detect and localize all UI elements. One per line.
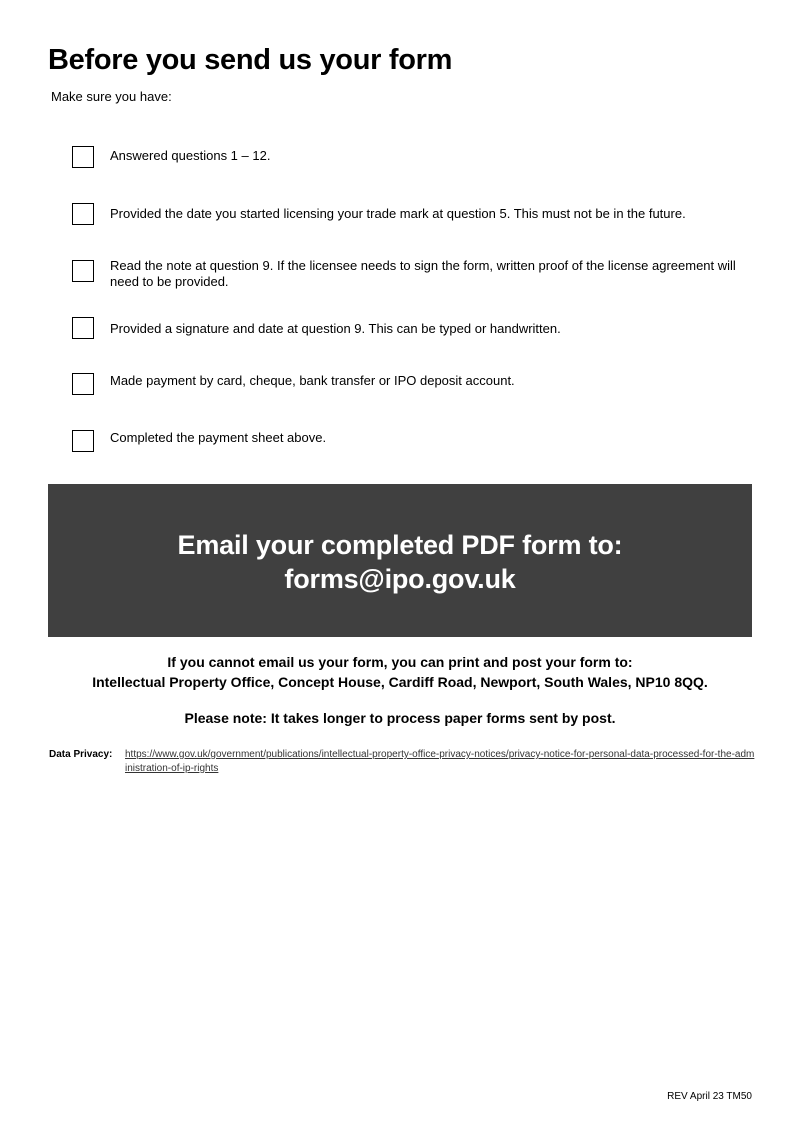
checkbox[interactable] xyxy=(72,146,94,168)
page-title: Before you send us your form xyxy=(48,44,453,76)
checklist-item-label: Provided a signature and date at question 9. This can be typed or handwritten. xyxy=(110,321,561,336)
privacy-link[interactable]: https://www.gov.uk/government/publications/intellectual-property-office-privacy-notices/privacy-notice-for-personal-data-processed-for-the-administration-of-ip-rights xyxy=(125,749,755,774)
checkbox[interactable] xyxy=(72,373,94,395)
email-banner xyxy=(48,484,752,637)
banner-heading: Email your completed PDF form to: xyxy=(177,530,623,560)
checklist-item-label: Read the note at question 9. If the licensee needs to sign the form, written proof of the license agreement will need to be provided. xyxy=(110,258,736,289)
post-instructions: If you cannot email us your form, you can print and post your form to: xyxy=(167,654,633,670)
checkbox[interactable] xyxy=(72,430,94,452)
intro-text: Make sure you have: xyxy=(51,89,172,104)
checklist-item-label: Answered questions 1 – 12. xyxy=(110,148,271,163)
checkbox[interactable] xyxy=(72,203,94,225)
post-note: Please note: It takes longer to process paper forms sent by post. xyxy=(184,710,616,726)
privacy-label: Data Privacy: xyxy=(49,749,113,760)
revision-reference: REV April 23 TM50 xyxy=(667,1091,752,1102)
checklist-item-label: Made payment by card, cheque, bank transfer or IPO deposit account. xyxy=(110,373,515,388)
post-address: Intellectual Property Office, Concept House, Cardiff Road, Newport, South Wales, NP10 8QQ. xyxy=(92,674,708,690)
checklist-item-label: Provided the date you started licensing your trade mark at question 5. This must not be in the future. xyxy=(110,206,686,221)
banner-email: forms@ipo.gov.uk xyxy=(284,564,516,594)
checkbox[interactable] xyxy=(72,260,94,282)
checklist-item-label: Completed the payment sheet above. xyxy=(110,430,327,445)
checkbox[interactable] xyxy=(72,317,94,339)
